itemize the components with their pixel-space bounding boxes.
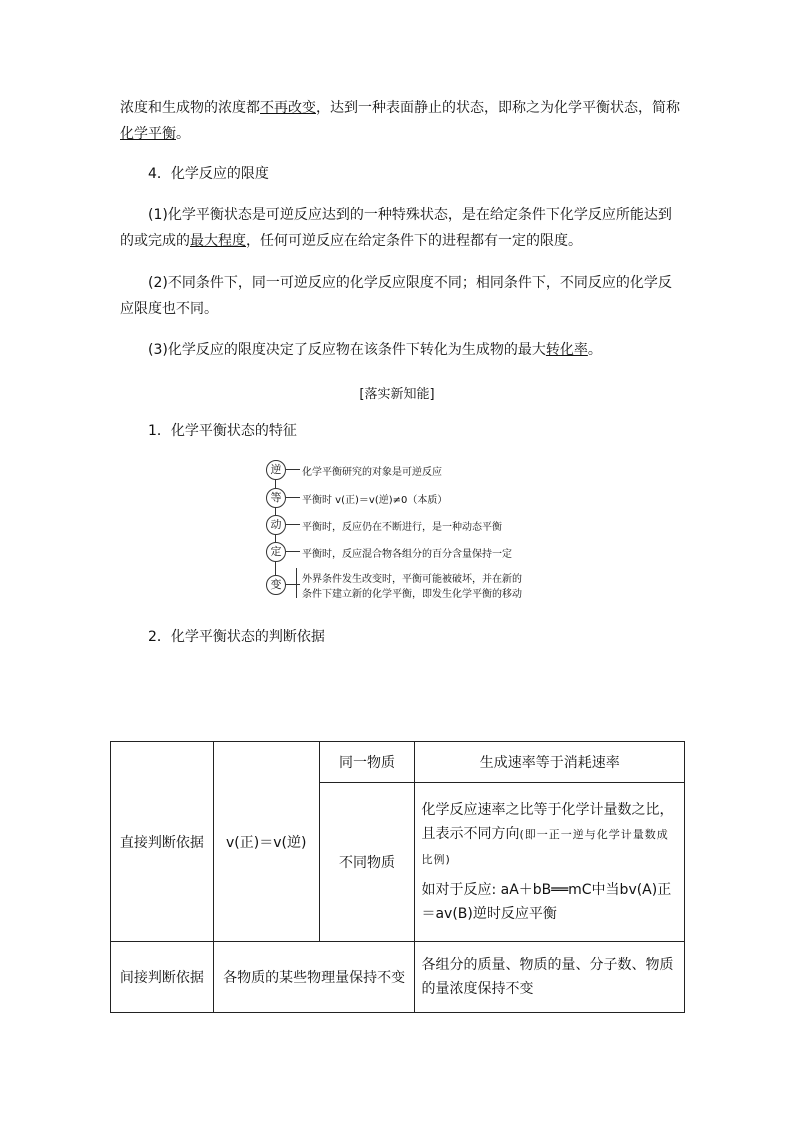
diagram-circle-ding: 定	[266, 542, 286, 562]
p1-text-a: (1)化学平衡状态是可逆反应达到的一种特殊状态，是在给定条件下化学反应所能达到的或完成的	[120, 207, 672, 249]
diagram-text-ni: 化学平衡研究的对象是可逆反应	[302, 467, 442, 478]
direct-label: 直接判断依据	[111, 742, 214, 942]
diagram-connector	[286, 469, 300, 470]
different-substance: 不同物质	[319, 783, 415, 942]
diagram-circle-ni: 逆	[266, 460, 286, 480]
diagram-connector	[286, 551, 300, 552]
intro-underline-2: 化学平衡	[120, 126, 176, 142]
features-diagram	[262, 458, 582, 608]
intro-text-b: ，达到一种表面静止的状态，即称之为化学平衡状态，简称	[316, 100, 680, 116]
section4-p1	[120, 202, 680, 254]
indirect-condition: 各物质的某些物理量保持不变	[213, 942, 415, 1013]
intro-text-a: 浓度和生成物的浓度都	[120, 100, 260, 116]
bracket-title: [落实新知能]	[359, 387, 435, 402]
table-row	[111, 742, 685, 783]
heading-criteria: 2．化学平衡状态的判断依据	[148, 629, 325, 645]
section4-heading: 4．化学反应的限度	[148, 166, 269, 182]
p3-underline: 转化率	[545, 342, 588, 358]
diagram-circle-deng: 等	[266, 488, 286, 508]
different-substance-desc	[415, 783, 685, 942]
section4-p3	[120, 337, 680, 363]
intro-underline-1: 不再改变	[260, 100, 316, 116]
diagram-connector	[286, 524, 300, 525]
intro-paragraph	[120, 95, 680, 147]
p1-underline: 最大程度	[190, 233, 246, 249]
same-substance-desc: 生成速率等于消耗速率	[415, 742, 685, 783]
direct-condition: v(正)＝v(逆)	[213, 742, 319, 942]
diagram-text-dong: 平衡时，反应仍在不断进行，是一种动态平衡	[302, 522, 502, 533]
diff-desc-1: 化学反应速率之比等于化学计量数之比，且表示不同方向	[421, 802, 674, 842]
p3-text-a: (3)化学反应的限度决定了反应物在该条件下转化为生成物的最大	[148, 342, 546, 358]
diagram-text-bian-2: 条件下建立新的化学平衡，即发生化学平衡的移动	[302, 589, 522, 600]
diagram-text-bian-1: 外界条件发生改变时，平衡可能被破坏，并在新的	[302, 574, 522, 585]
diagram-circle-bian: 变	[266, 575, 286, 595]
same-substance: 同一物质	[319, 742, 415, 783]
diagram-connector	[286, 497, 300, 498]
p3-text-b: 。	[587, 342, 602, 358]
diff-desc-2: 如对于反应: aA＋bB══mC中当bv(A)正＝av(B)逆时反应平衡	[421, 882, 672, 922]
p1-text-b: ，任何可逆反应在给定条件下的进程都有一定的限度。	[246, 233, 582, 249]
intro-text-c: 。	[176, 126, 190, 142]
diagram-bracket-line	[296, 568, 297, 598]
heading-features: 1．化学平衡状态的特征	[148, 423, 297, 439]
diagram-circle-dong: 动	[266, 515, 286, 535]
diagram-text-deng: 平衡时 v(正)＝v(逆)≠0（本质）	[302, 495, 448, 506]
table-row	[111, 942, 685, 1013]
indirect-desc: 各组分的质量、物质的量、分子数、物质的量浓度保持不变	[415, 942, 685, 1013]
section4-p2: (2)不同条件下，同一可逆反应的化学反应限度不同；相同条件下，不同反应的化学反应限度也不同。	[120, 275, 672, 317]
diff-desc-note: (即一正一逆与化学计量数成比例)	[421, 828, 669, 866]
indirect-label: 间接判断依据	[111, 942, 214, 1013]
criteria-table	[110, 741, 685, 1013]
diagram-text-ding: 平衡时，反应混合物各组分的百分含量保持一定	[302, 549, 512, 560]
diagram-connector	[286, 584, 300, 585]
